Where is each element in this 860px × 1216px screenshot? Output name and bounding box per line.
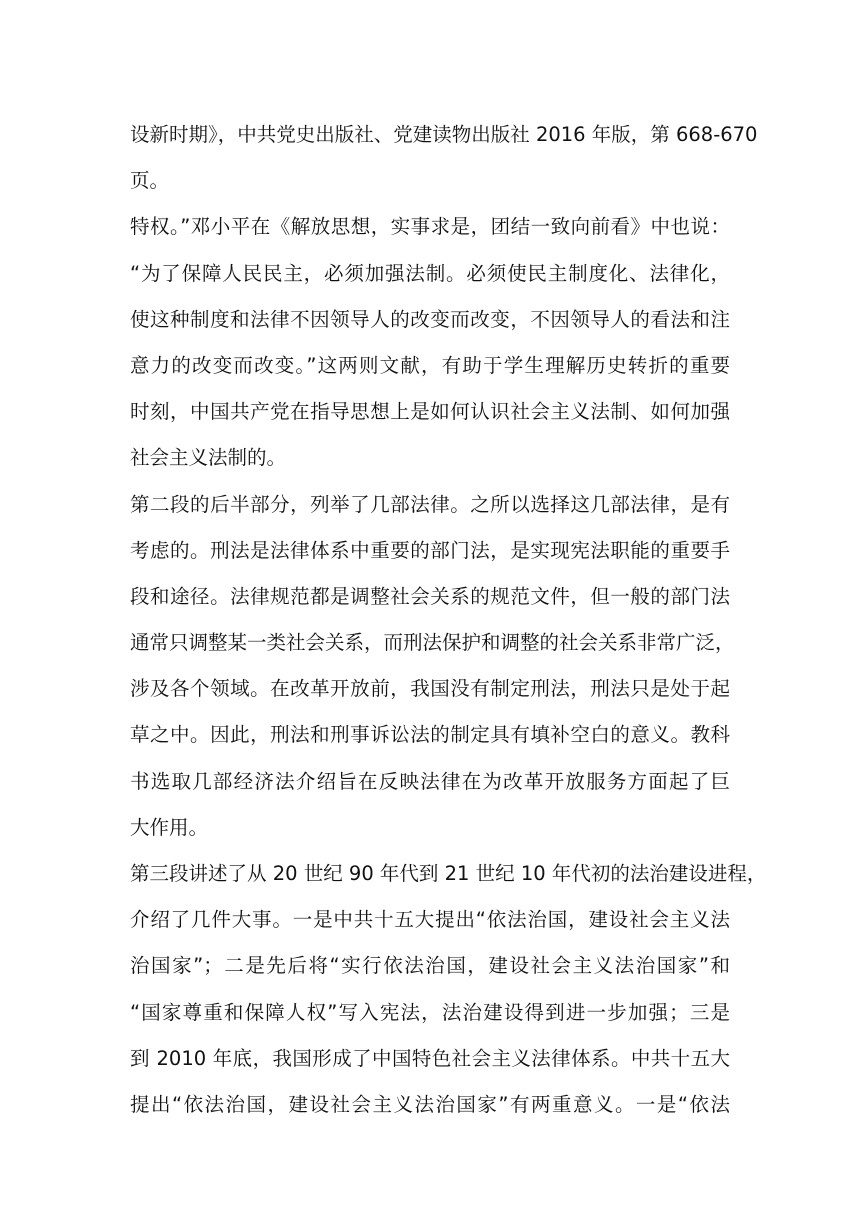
text-line: 通常只调整某一类社会关系，而刑法保护和调整的社会关系非常广泛， (130, 631, 735, 655)
text-line: 使这种制度和法律不因领导人的改变而改变，不因领导人的看法和注 (130, 307, 730, 331)
text-line: 大作用。 (130, 815, 209, 839)
text-line: 时刻，中国共产党在指导思想上是如何认识社会主义法制、如何加强 (130, 400, 730, 424)
body-text (130, 112, 767, 1128)
text-line: 特权。”邓小平在《解放思想，实事求是，团结一致向前看》中也说： (130, 215, 730, 239)
text-line: “国家尊重和保障人权”写入宪法，法治建设得到进一步加强；三是 (130, 1000, 730, 1024)
text-line: 提出“依法治国，建设社会主义法治国家”有两重意义。一是“依法 (130, 1092, 730, 1116)
text-line: “为了保障人民民主，必须加强法制。必须使民主制度化、法律化， (130, 261, 730, 285)
text-line: 设新时期》，中共党史出版社、党建读物出版社 2016 年版，第 668-670 (130, 123, 758, 146)
text-line: 书选取几部经济法介绍旨在反映法律在为改革开放服务方面起了巨 (130, 769, 730, 793)
text-line: 第二段的后半部分，列举了几部法律。之所以选择这几部法律，是有 (130, 492, 730, 516)
text-line: 到 2010 年底，我国形成了中国特色社会主义法律体系。中共十五大 (130, 1046, 730, 1070)
text-line: 草之中。因此，刑法和刑事诉讼法的制定具有填补空白的意义。教科 (130, 723, 730, 747)
text-line: 第三段讲述了从 20 世纪 90 年代到 21 世纪 10 年代初的法治建设进程， (130, 862, 767, 885)
text-line: 意力的改变而改变。”这两则文献，有助于学生理解历史转折的重要 (130, 353, 730, 377)
text-line: 治国家”；二是先后将“实行依法治国，建设社会主义法治国家”和 (130, 954, 730, 978)
text-line: 涉及各个领域。在改革开放前，我国没有制定刑法，刑法只是处于起 (130, 677, 730, 701)
text-line: 段和途径。法律规范都是调整社会关系的规范文件，但一般的部门法 (130, 584, 730, 608)
text-line: 介绍了几件大事。一是中共十五大提出“依法治国，建设社会主义法 (130, 908, 730, 932)
text-line: 页。 (130, 169, 170, 193)
text-line: 考虑的。刑法是法律体系中重要的部门法，是实现宪法职能的重要手 (130, 538, 730, 562)
text-line: 社会主义法制的。 (130, 446, 287, 470)
